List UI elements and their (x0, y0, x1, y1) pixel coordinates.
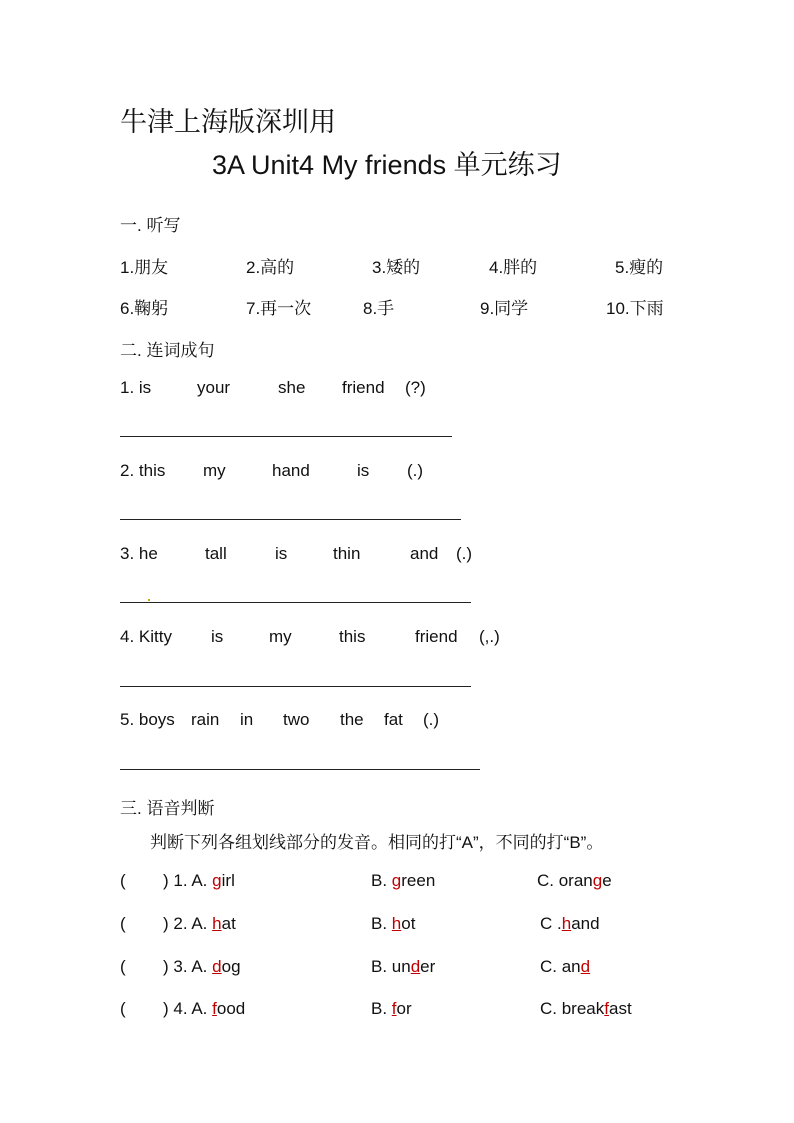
highlighted-letter: g (391, 871, 402, 890)
highlighted-letter: h (561, 914, 572, 933)
word-token: 2. this (120, 461, 166, 480)
answer-line[interactable] (120, 602, 471, 603)
question-number: ) 4. A. food (163, 999, 246, 1018)
question-number: ) 2. A. hat (163, 914, 236, 933)
answer-bracket-open[interactable]: ( (120, 999, 126, 1018)
option-c: C. orange (537, 871, 612, 890)
option-b: B. under (371, 957, 436, 976)
option-c: C. and (540, 957, 591, 976)
answer-bracket-open[interactable]: ( (120, 871, 126, 890)
dictation-item: 5.瘦的 (615, 258, 664, 277)
question-number: ) 1. A. girl (163, 871, 235, 890)
word-token: your (197, 378, 231, 397)
highlighted-letter: f (212, 999, 217, 1018)
section-heading-sentence-building: 二. 连词成句 (120, 341, 215, 360)
highlighted-letter: g (592, 871, 603, 890)
word-token: fat (384, 710, 403, 729)
question-number: ) 3. A. dog (163, 957, 241, 976)
word-token: 1. is (120, 378, 152, 397)
word-token: rain (191, 710, 220, 729)
dictation-item: 6.鞠躬 (120, 299, 169, 318)
option-b: B. green (371, 871, 436, 890)
dictation-item: 10.下雨 (606, 299, 664, 318)
word-token: friend (342, 378, 385, 397)
dictation-item: 2.高的 (246, 258, 295, 277)
section-heading-phonics: 三. 语音判断 (120, 799, 215, 818)
word-token: tall (205, 544, 227, 563)
section-heading-dictation: 一. 听写 (120, 216, 181, 235)
dictation-item: 1.朋友 (120, 258, 169, 277)
dictation-item: 7.再一次 (246, 299, 312, 318)
document-subtitle: 3A Unit4 My friends 单元练习 (212, 150, 562, 180)
word-token: is (357, 461, 370, 480)
option-c: C .hand (540, 914, 600, 933)
highlighted-letter: h (212, 914, 222, 933)
answer-bracket-open[interactable]: ( (120, 957, 126, 976)
word-token: hand (272, 461, 310, 480)
highlighted-letter: d (212, 957, 222, 976)
answer-line[interactable] (120, 436, 452, 437)
word-token: (.) (407, 461, 424, 480)
word-token: my (203, 461, 226, 480)
dictation-item: 9.同学 (480, 299, 529, 318)
dictation-item: 3.矮的 (372, 258, 421, 277)
stray-mark (148, 599, 150, 601)
answer-line[interactable] (120, 519, 461, 520)
word-token: 5. boys (120, 710, 175, 729)
highlighted-letter: f (604, 999, 609, 1018)
word-token: my (269, 627, 292, 646)
word-token: and (410, 544, 439, 563)
word-token: 3. he (120, 544, 158, 563)
dictation-item: 4.胖的 (489, 258, 538, 277)
highlighted-letter: d (580, 957, 591, 976)
highlighted-letter: g (212, 871, 222, 890)
option-b: B. for (371, 999, 412, 1018)
highlighted-letter: h (391, 914, 402, 933)
word-token: (.) (456, 544, 473, 563)
word-token: in (240, 710, 254, 729)
word-token: thin (333, 544, 361, 563)
word-token: two (283, 710, 310, 729)
word-token: (?) (405, 378, 426, 397)
word-token: (,.) (479, 627, 500, 646)
answer-line[interactable] (120, 769, 480, 770)
word-token: is (275, 544, 288, 563)
word-token: is (211, 627, 224, 646)
word-token: friend (415, 627, 458, 646)
dictation-item: 8.手 (363, 299, 395, 318)
word-token: this (339, 627, 366, 646)
word-token: (.) (423, 710, 440, 729)
highlighted-letter: f (391, 999, 397, 1018)
option-c: C. breakfast (540, 999, 632, 1018)
instruction-text: 判断下列各组划线部分的发音。相同的打“A”，不同的打“B”。 (150, 833, 604, 852)
document-title: 牛津上海版深圳用 (120, 107, 336, 137)
word-token: she (278, 378, 306, 397)
word-token: the (340, 710, 364, 729)
option-b: B. hot (371, 914, 416, 933)
highlighted-letter: d (410, 957, 421, 976)
answer-bracket-open[interactable]: ( (120, 914, 126, 933)
word-token: 4. Kitty (120, 627, 172, 646)
answer-line[interactable] (120, 686, 471, 687)
